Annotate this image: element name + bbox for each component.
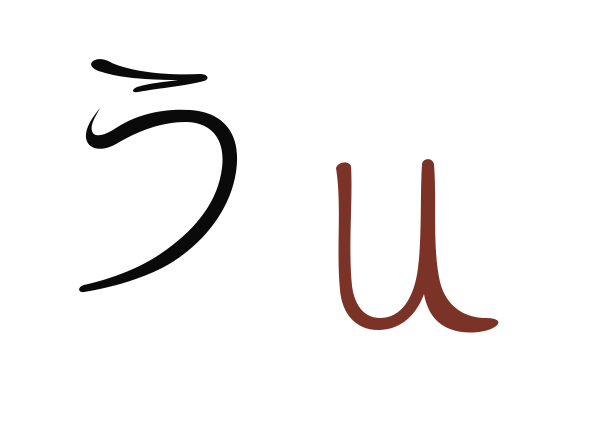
latin-u-stroke (336, 159, 498, 332)
